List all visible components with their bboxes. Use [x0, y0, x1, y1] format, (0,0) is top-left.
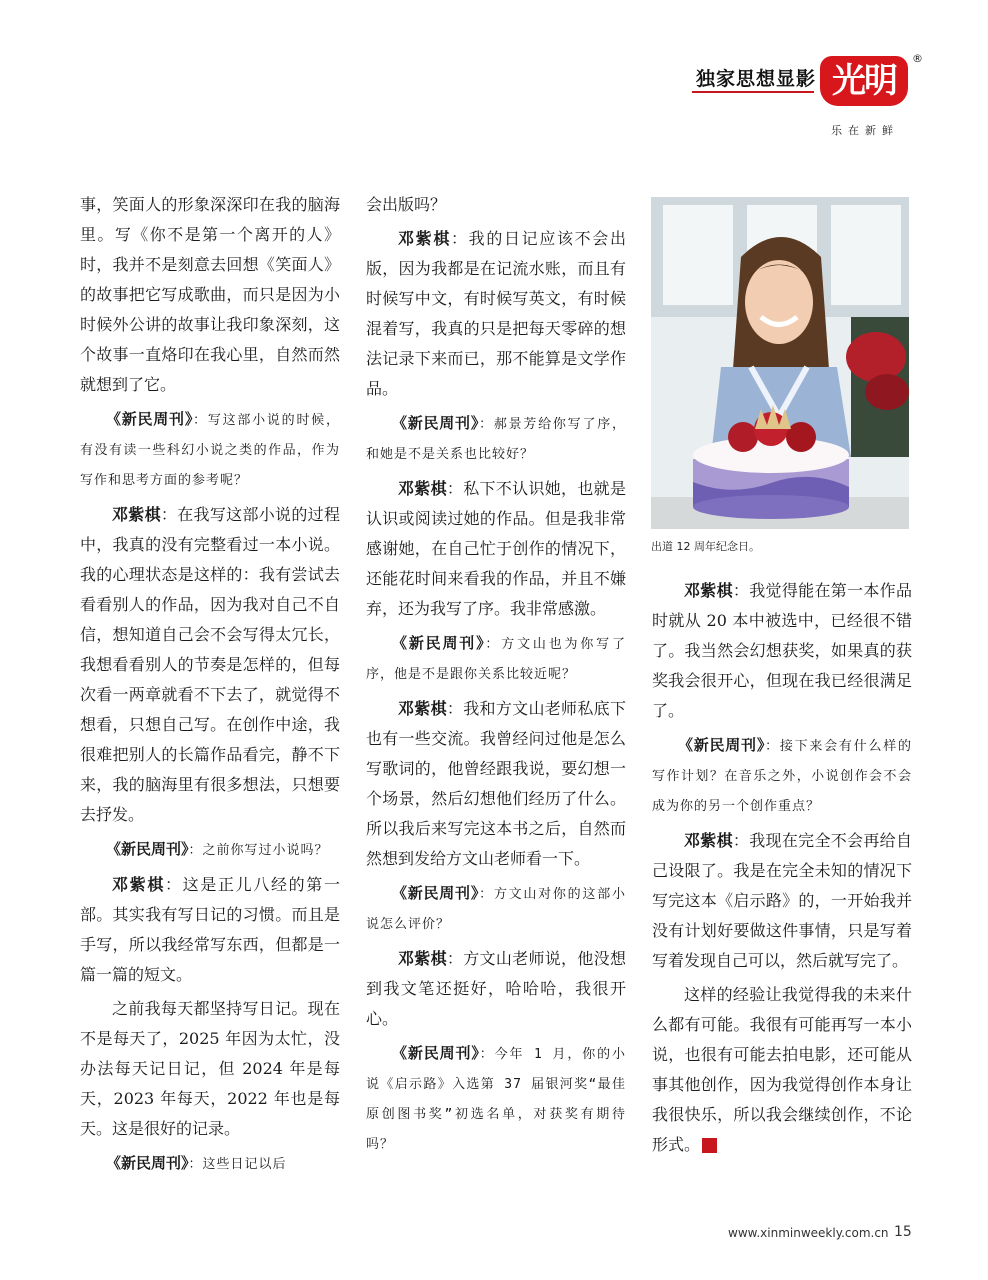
- question-paragraph: [366, 878, 626, 940]
- speaker-label: 邓紫棋: [684, 581, 733, 600]
- speaker-label: 邓紫棋: [112, 875, 165, 894]
- brand-header: [696, 50, 926, 150]
- speaker-label: 邓紫棋: [398, 229, 451, 248]
- brand-rule: [692, 91, 814, 93]
- interviewer-label: 《新民周刊》: [392, 1044, 480, 1062]
- answer-paragraph: [80, 500, 340, 830]
- speaker-colon: ：: [479, 417, 494, 432]
- paragraph-text: 方文山也为你写了序，他是不是跟你关系比较近呢？: [366, 637, 626, 682]
- speaker-colon: ：: [165, 875, 183, 894]
- paragraph-text: 我的日记应该不会出版，因为我都是在记流水账，而且有时候写中文，有时候写英文，有时候混着写，我真的只是把每天零碎的想法记录下来而已，那不能算是文学作品。: [366, 229, 626, 398]
- answer-paragraph: [366, 944, 626, 1034]
- site-url: www.xinminweekly.com.cn: [728, 1226, 889, 1240]
- paragraph-text: 我觉得能在第一本作品时就从 20 本中被选中，已经很不错了。我当然会幻想获奖，如果真的获奖我会很开心，但现在我已经很满足了。: [652, 581, 912, 720]
- speaker-colon: ：: [485, 637, 502, 652]
- article-photo: [651, 197, 909, 529]
- paragraph-text: 私下不认识她，也就是认识或阅读过她的作品。但是我非常感谢她，在自己忙于创作的情况下，还能花时间来看我的作品，并且不嫌弃，还为我写了序。我非常感激。: [366, 479, 626, 618]
- speaker-colon: ：: [446, 699, 464, 718]
- paragraph-text: 这些日记以后: [202, 1157, 287, 1172]
- interviewer-label: 《新民周刊》: [392, 634, 486, 652]
- body-paragraph: [652, 980, 912, 1160]
- speaker-colon: ：: [193, 413, 208, 428]
- photo-caption: 出道 12 周年纪念日。: [651, 540, 760, 553]
- paragraph-text: 方文山老师说，他没想到我文笔还挺好，哈哈哈，我很开心。: [366, 949, 626, 1028]
- brand-logo: 光明: [820, 56, 908, 106]
- interviewer-label: 《新民周刊》: [392, 414, 480, 432]
- end-mark-icon: 民: [702, 1138, 717, 1153]
- interviewer-label: 《新民周刊》: [106, 1154, 189, 1172]
- question-paragraph: [366, 408, 626, 470]
- paragraph-text: 我现在完全不会再给自己设限了。我是在完全未知的情况下写完这本《启示路》的，一开始我并没有计划好要做这件事情，只是写着写着发现自己可以，然后就写完了。: [652, 831, 912, 970]
- speaker-colon: ：: [451, 229, 469, 248]
- paragraph-text: 会出版吗？: [366, 195, 447, 214]
- body-paragraph: [80, 994, 340, 1144]
- interviewer-label: 《新民周刊》: [106, 410, 194, 428]
- speaker-label: 邓紫棋: [398, 479, 447, 498]
- speaker-colon: ：: [188, 843, 203, 858]
- paragraph-text: 写这部小说的时候，有没有读一些科幻小说之类的作品，作为写作和思考方面的参考呢？: [80, 413, 340, 488]
- answer-paragraph: [366, 694, 626, 874]
- registered-mark: ®: [912, 52, 923, 65]
- interviewer-label: 《新民周刊》: [678, 736, 766, 754]
- speaker-label: 邓紫棋: [112, 505, 161, 524]
- page-number: 15: [894, 1224, 912, 1240]
- paragraph-text: 我和方文山老师私底下也有一些交流。我曾经问过他是怎么写歌词的，他曾经跟我说，要幻想一个场景，然后幻想他们经历了什么。所以我后来写完这本书之后，自然而然想到发给方文山老师看一下。: [366, 699, 626, 868]
- speaker-colon: ：: [765, 739, 780, 754]
- paragraph-text: 这样的经验让我觉得我的未来什么都有可能。我很有可能再写一本小说，也很有可能去拍电影，还可能从事其他创作，因为我觉得创作本身让我很快乐，所以我会继续创作，不论形式。: [652, 985, 912, 1154]
- question-paragraph: [366, 1038, 626, 1160]
- speaker-label: 邓紫棋: [684, 831, 733, 850]
- interviewer-label: 《新民周刊》: [392, 884, 480, 902]
- paragraph-text: 今年 1 月，你的小说《启示路》入选第 37 届银河奖“最佳原创图书奖”初选名单，对获奖有期待吗？: [366, 1047, 626, 1152]
- question-paragraph: [80, 404, 340, 496]
- speaker-colon: ：: [479, 887, 494, 902]
- paragraph-text: 接下来会有什么样的写作计划？在音乐之外，小说创作会不会成为你的另一个创作重点？: [652, 739, 912, 814]
- speaker-colon: ：: [188, 1157, 203, 1172]
- speaker-colon: ：: [446, 479, 464, 498]
- article-column-1: [80, 190, 340, 1180]
- speaker-colon: ：: [160, 505, 178, 524]
- brand-slogan: 独家思想显影: [696, 68, 817, 90]
- speaker-colon: ：: [446, 949, 464, 968]
- paragraph-text: 事，笑面人的形象深深印在我的脑海里。写《你不是第一个离开的人》时，我并不是刻意去回想《笑面人》的故事把它写成歌曲，而只是因为小时候外公讲的故事让我印象深刻，这个故事一直烙印在我心里，自然而然就想到了它。: [80, 195, 340, 394]
- paragraph-text: 在我写这部小说的过程中，我真的没有完整看过一本小说。我的心理状态是这样的：我有尝试去看看别人的作品，因为我对自己不自信，想知道自己会不会写得太冗长，我想看看别人的节奏是怎样的，但每次看一两章就看不下去了，就觉得不想看，只想自己写。在创作中途，我很难把别人的长篇作品看完，静不下来，我的脑海里有很多想法，只想要去抒发。: [80, 505, 340, 824]
- paragraph-text: 方文山对你的这部小说怎么评价？: [366, 887, 626, 932]
- question-paragraph: [80, 1148, 340, 1180]
- paragraph-text: 之前我每天都坚持写日记。现在不是每天了，2025 年因为太忙，没办法每天记日记，但 2024 年是每天，2023 年每天，2022 年也是每天。这是很好的记录。: [80, 999, 340, 1138]
- paragraph-text: 郝景芳给你写了序，和她是不是关系也比较好？: [366, 417, 626, 462]
- answer-paragraph: [366, 474, 626, 624]
- speaker-colon: ：: [479, 1047, 495, 1062]
- speaker-label: 邓紫棋: [398, 699, 447, 718]
- speaker-colon: ：: [732, 831, 750, 850]
- brand-tagline: 乐在新鲜: [831, 124, 899, 137]
- question-paragraph: [80, 834, 340, 866]
- answer-paragraph: [652, 576, 912, 726]
- answer-paragraph: [80, 870, 340, 990]
- paragraph-text: 之前你写过小说吗？: [202, 843, 329, 858]
- paragraph-text: 这是正儿八经的第一部。其实我有写日记的习惯。而且是手写，所以我经常写东西，但都是一篇一篇的短文。: [80, 875, 340, 984]
- answer-paragraph: [366, 224, 626, 404]
- question-paragraph: [366, 628, 626, 690]
- speaker-label: 邓紫棋: [398, 949, 447, 968]
- birthday-cake-photo: [651, 197, 909, 529]
- article-column-2: [366, 190, 626, 1160]
- body-paragraph: [80, 190, 340, 400]
- answer-paragraph: [652, 826, 912, 976]
- question-paragraph: [652, 730, 912, 822]
- interviewer-label: 《新民周刊》: [106, 840, 189, 858]
- article-column-3: [652, 576, 912, 1160]
- body-paragraph: [366, 190, 626, 220]
- speaker-colon: ：: [732, 581, 750, 600]
